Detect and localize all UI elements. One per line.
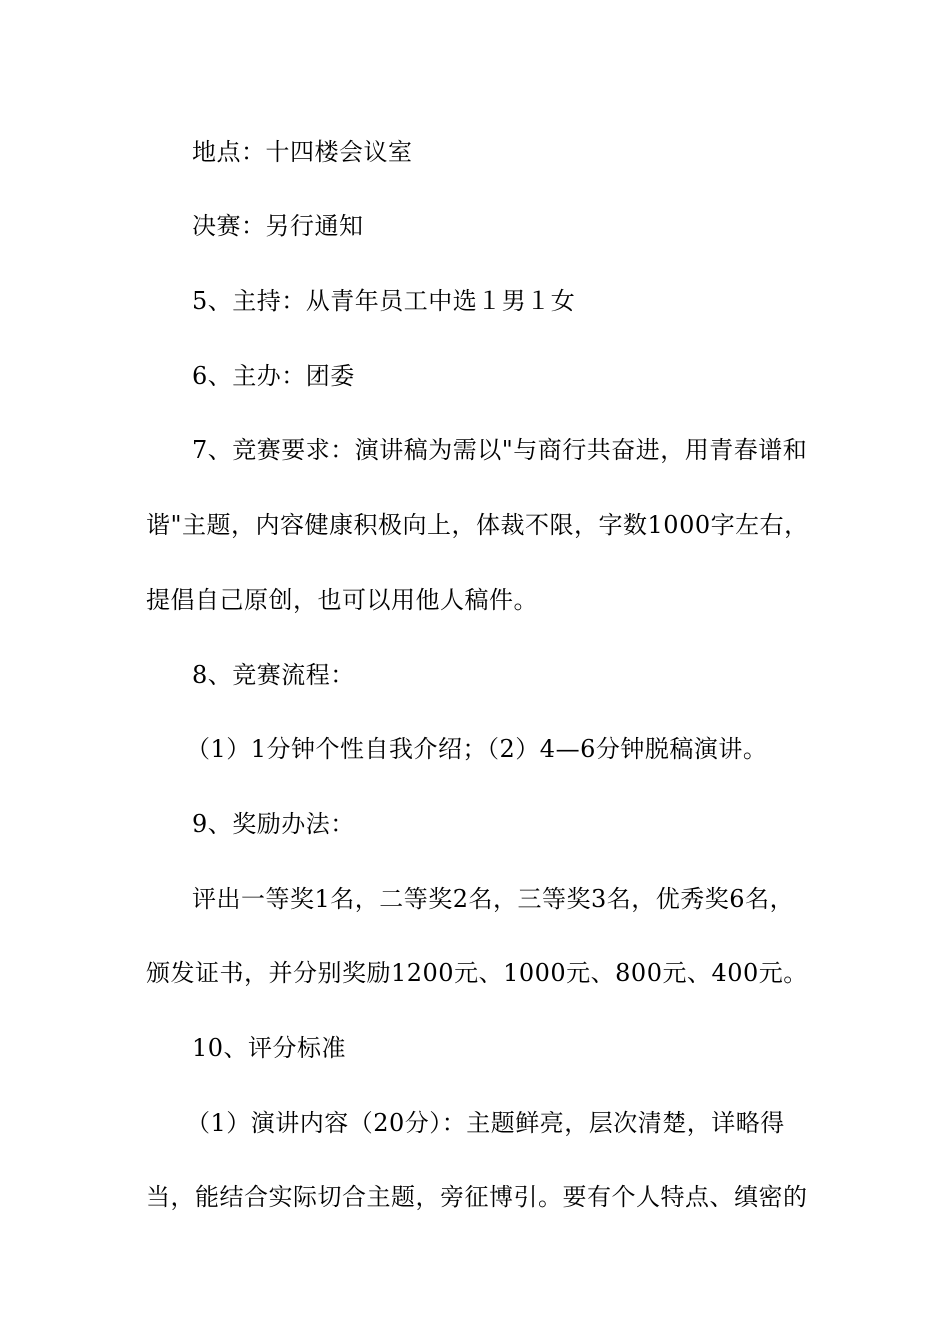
paragraph-scoring-line-1: （1）演讲内容（20分）：主题鲜亮，层次清楚，详略得 — [186, 1109, 785, 1137]
paragraph-organizer: 6、主办：团委 — [192, 362, 355, 390]
paragraph-rewards-heading: 9、奖励办法： — [192, 810, 355, 838]
paragraph-scoring-heading: 10、评分标准 — [192, 1034, 347, 1062]
paragraph-process-heading: 8、竞赛流程： — [192, 661, 355, 689]
paragraph-requirements-line-2: 谐"主题，内容健康积极向上，体裁不限，字数1000字左右， — [146, 511, 809, 539]
paragraph-location: 地点：十四楼会议室 — [192, 138, 413, 166]
paragraph-requirements-line-1: 7、竞赛要求：演讲稿为需以"与商行共奋进，用青春谱和 — [192, 436, 808, 464]
paragraph-scoring-line-2: 当，能结合实际切合主题，旁征博引。要有个人特点、缜密的 — [146, 1183, 808, 1211]
paragraph-rewards-line-1: 评出一等奖1名，二等奖2名，三等奖3名，优秀奖6名， — [192, 885, 795, 913]
paragraph-process-steps: （1）1分钟个性自我介绍；（2）4—6分钟脱稿演讲。 — [186, 735, 768, 763]
paragraph-requirements-line-3: 提倡自己原创，也可以用他人稿件。 — [146, 586, 538, 614]
paragraph-final-round: 决赛：另行通知 — [192, 212, 364, 240]
paragraph-rewards-line-2: 颁发证书，并分别奖励1200元、1000元、800元、400元。 — [146, 959, 808, 987]
paragraph-host: 5、主持：从青年员工中选１男１女 — [192, 287, 576, 315]
